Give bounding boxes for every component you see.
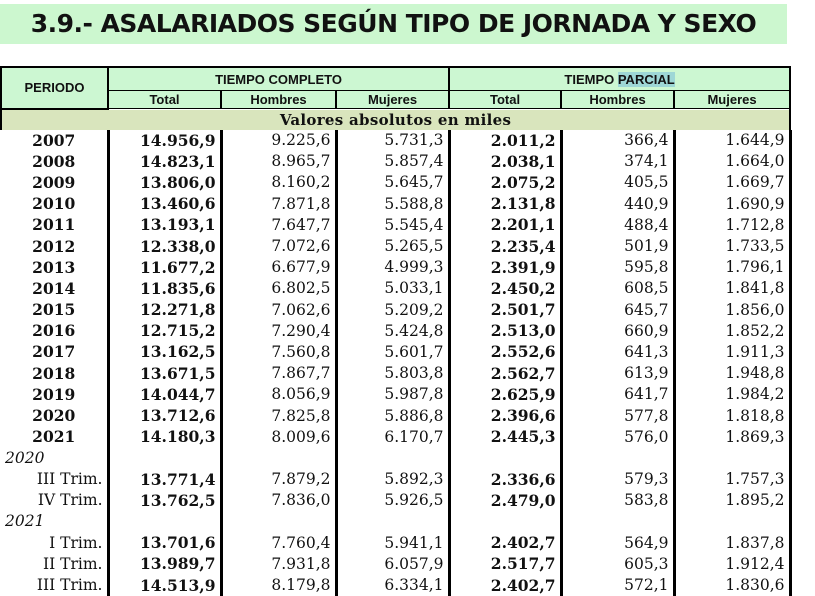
header-periodo: PERIODO xyxy=(1,67,108,109)
value-cell: 13.806,0 xyxy=(108,172,221,193)
table-row xyxy=(1,214,790,235)
value-cell xyxy=(336,447,449,468)
period-cell: IV Trim. xyxy=(1,490,108,511)
table-row xyxy=(1,553,790,574)
value-cell: 2.235,4 xyxy=(449,235,561,256)
value-cell: 405,5 xyxy=(561,172,674,193)
value-cell: 440,9 xyxy=(561,193,674,214)
value-cell: 1.830,6 xyxy=(674,574,790,595)
value-cell: 5.265,5 xyxy=(336,235,449,256)
header-col-mujeres: Mujeres xyxy=(336,91,449,109)
value-cell: 374,1 xyxy=(561,151,674,172)
value-cell: 1.895,2 xyxy=(674,490,790,511)
table-row xyxy=(1,447,790,468)
value-cell: 605,3 xyxy=(561,553,674,574)
value-cell xyxy=(449,511,561,532)
header-col-hombres: Hombres xyxy=(221,91,336,109)
value-cell: 13.671,5 xyxy=(108,363,221,384)
value-cell: 2.402,7 xyxy=(449,532,561,553)
value-cell: 6.334,1 xyxy=(336,574,449,595)
value-cell: 2.038,1 xyxy=(449,151,561,172)
value-cell: 2.562,7 xyxy=(449,363,561,384)
value-cell: 1.841,8 xyxy=(674,278,790,299)
header-tiempo-completo: TIEMPO COMPLETO xyxy=(108,67,449,91)
value-cell: 2.445,3 xyxy=(449,426,561,447)
table-row xyxy=(1,320,790,341)
value-cell: 2.131,8 xyxy=(449,193,561,214)
value-cell: 4.999,3 xyxy=(336,257,449,278)
value-cell: 2.552,6 xyxy=(449,341,561,362)
value-cell: 1.733,5 xyxy=(674,235,790,256)
value-cell: 8.179,8 xyxy=(221,574,336,595)
value-cell: 14.956,9 xyxy=(108,130,221,151)
period-cell: 2017 xyxy=(1,341,108,362)
value-cell: 501,9 xyxy=(561,235,674,256)
value-cell: 595,8 xyxy=(561,257,674,278)
value-cell: 13.771,4 xyxy=(108,469,221,490)
table-row xyxy=(1,384,790,405)
value-cell: 1.664,0 xyxy=(674,151,790,172)
value-cell: 13.701,6 xyxy=(108,532,221,553)
value-cell: 13.162,5 xyxy=(108,341,221,362)
period-cell: 2009 xyxy=(1,172,108,193)
value-cell: 2.075,2 xyxy=(449,172,561,193)
table-row xyxy=(1,469,790,490)
value-cell: 1.796,1 xyxy=(674,257,790,278)
value-cell: 572,1 xyxy=(561,574,674,595)
value-cell xyxy=(108,511,221,532)
value-cell: 2.201,1 xyxy=(449,214,561,235)
period-cell: III Trim. xyxy=(1,574,108,595)
header-col-hombres: Hombres xyxy=(561,91,674,109)
value-cell: 5.803,8 xyxy=(336,363,449,384)
value-cell: 13.193,1 xyxy=(108,214,221,235)
value-cell: 8.056,9 xyxy=(221,384,336,405)
value-cell: 7.647,7 xyxy=(221,214,336,235)
value-cell: 2.391,9 xyxy=(449,257,561,278)
value-cell: 8.965,7 xyxy=(221,151,336,172)
value-cell: 583,8 xyxy=(561,490,674,511)
data-table xyxy=(0,66,792,596)
value-cell: 5.545,4 xyxy=(336,214,449,235)
value-cell xyxy=(221,511,336,532)
value-cell: 5.601,7 xyxy=(336,341,449,362)
value-cell: 6.057,9 xyxy=(336,553,449,574)
value-cell: 9.225,6 xyxy=(221,130,336,151)
table-row xyxy=(1,363,790,384)
period-cell: 2007 xyxy=(1,130,108,151)
value-cell: 366,4 xyxy=(561,130,674,151)
value-cell: 7.072,6 xyxy=(221,235,336,256)
header-col-mujeres: Mujeres xyxy=(674,91,790,109)
table-row xyxy=(1,341,790,362)
value-cell xyxy=(449,447,561,468)
value-cell: 2.517,7 xyxy=(449,553,561,574)
value-cell xyxy=(561,511,674,532)
value-cell: 14.180,3 xyxy=(108,426,221,447)
value-cell: 641,3 xyxy=(561,341,674,362)
value-cell: 7.871,8 xyxy=(221,193,336,214)
value-cell: 7.825,8 xyxy=(221,405,336,426)
value-cell: 13.460,6 xyxy=(108,193,221,214)
value-cell: 2.450,2 xyxy=(449,278,561,299)
value-cell: 1.912,4 xyxy=(674,553,790,574)
period-cell: 2013 xyxy=(1,257,108,278)
value-cell: 608,5 xyxy=(561,278,674,299)
page-title: 3.9.- ASALARIADOS SEGÚN TIPO DE JORNADA Y SEXO xyxy=(0,4,787,44)
value-cell xyxy=(674,511,790,532)
value-cell: 7.867,7 xyxy=(221,363,336,384)
value-cell: 488,4 xyxy=(561,214,674,235)
value-cell: 660,9 xyxy=(561,320,674,341)
table-row xyxy=(1,235,790,256)
table-row xyxy=(1,172,790,193)
value-cell: 1.644,9 xyxy=(674,130,790,151)
value-cell: 7.879,2 xyxy=(221,469,336,490)
value-cell: 12.715,2 xyxy=(108,320,221,341)
value-cell: 5.645,7 xyxy=(336,172,449,193)
period-cell: III Trim. xyxy=(1,469,108,490)
table-row xyxy=(1,257,790,278)
value-cell: 14.823,1 xyxy=(108,151,221,172)
period-cell: 2018 xyxy=(1,363,108,384)
period-cell: 2010 xyxy=(1,193,108,214)
value-cell: 2.011,2 xyxy=(449,130,561,151)
value-cell: 13.712,6 xyxy=(108,405,221,426)
value-cell xyxy=(221,447,336,468)
value-cell: 2.402,7 xyxy=(449,574,561,595)
table-row xyxy=(1,193,790,214)
period-cell: 2021 xyxy=(1,511,108,532)
period-cell: 2016 xyxy=(1,320,108,341)
value-cell: 5.209,2 xyxy=(336,299,449,320)
value-cell: 645,7 xyxy=(561,299,674,320)
value-cell: 5.731,3 xyxy=(336,130,449,151)
period-cell: 2012 xyxy=(1,235,108,256)
value-cell: 1.669,7 xyxy=(674,172,790,193)
value-cell: 8.009,6 xyxy=(221,426,336,447)
period-cell: I Trim. xyxy=(1,532,108,553)
value-cell: 2.336,6 xyxy=(449,469,561,490)
value-cell: 12.338,0 xyxy=(108,235,221,256)
period-cell: 2020 xyxy=(1,447,108,468)
value-cell: 13.989,7 xyxy=(108,553,221,574)
value-cell: 7.560,8 xyxy=(221,341,336,362)
value-cell: 1.852,2 xyxy=(674,320,790,341)
value-cell: 7.931,8 xyxy=(221,553,336,574)
table-row xyxy=(1,532,790,553)
value-cell: 6.677,9 xyxy=(221,257,336,278)
value-cell: 5.886,8 xyxy=(336,405,449,426)
value-cell: 2.396,6 xyxy=(449,405,561,426)
value-cell: 14.044,7 xyxy=(108,384,221,405)
header-tiempo-parcial-highlight: PARCIAL xyxy=(617,71,675,87)
value-cell: 1.690,9 xyxy=(674,193,790,214)
value-cell xyxy=(674,447,790,468)
period-cell: 2008 xyxy=(1,151,108,172)
header-tiempo-parcial-a: TIEMPO xyxy=(564,71,618,87)
table-row xyxy=(1,426,790,447)
header-col-total: Total xyxy=(108,91,221,109)
table-row xyxy=(1,151,790,172)
value-cell: 1.712,8 xyxy=(674,214,790,235)
period-cell: 2019 xyxy=(1,384,108,405)
value-cell: 613,9 xyxy=(561,363,674,384)
value-cell: 5.033,1 xyxy=(336,278,449,299)
value-cell: 12.271,8 xyxy=(108,299,221,320)
table-row xyxy=(1,299,790,320)
value-cell: 7.760,4 xyxy=(221,532,336,553)
value-cell: 2.625,9 xyxy=(449,384,561,405)
value-cell: 641,7 xyxy=(561,384,674,405)
table-row xyxy=(1,130,790,151)
value-cell: 1.757,3 xyxy=(674,469,790,490)
value-cell: 14.513,9 xyxy=(108,574,221,595)
value-cell xyxy=(561,447,674,468)
period-cell: II Trim. xyxy=(1,553,108,574)
value-cell: 5.926,5 xyxy=(336,490,449,511)
period-cell: 2011 xyxy=(1,214,108,235)
value-cell: 1.869,3 xyxy=(674,426,790,447)
value-cell: 1.837,8 xyxy=(674,532,790,553)
value-cell: 564,9 xyxy=(561,532,674,553)
value-cell: 576,0 xyxy=(561,426,674,447)
value-cell: 5.424,8 xyxy=(336,320,449,341)
value-cell: 1.948,8 xyxy=(674,363,790,384)
value-cell: 2.513,0 xyxy=(449,320,561,341)
period-cell: 2015 xyxy=(1,299,108,320)
table-row xyxy=(1,405,790,426)
value-cell xyxy=(108,447,221,468)
value-cell: 7.062,6 xyxy=(221,299,336,320)
header-tiempo-parcial xyxy=(449,67,790,91)
table-row xyxy=(1,511,790,532)
value-cell: 6.170,7 xyxy=(336,426,449,447)
table-row xyxy=(1,574,790,595)
value-cell: 1.984,2 xyxy=(674,384,790,405)
value-cell: 5.941,1 xyxy=(336,532,449,553)
table-row xyxy=(1,490,790,511)
value-cell: 7.836,0 xyxy=(221,490,336,511)
value-cell: 13.762,5 xyxy=(108,490,221,511)
value-cell xyxy=(336,511,449,532)
value-cell: 6.802,5 xyxy=(221,278,336,299)
value-cell: 2.501,7 xyxy=(449,299,561,320)
value-cell: 1.818,8 xyxy=(674,405,790,426)
value-cell: 11.677,2 xyxy=(108,257,221,278)
value-cell: 5.987,8 xyxy=(336,384,449,405)
value-cell: 577,8 xyxy=(561,405,674,426)
table-row xyxy=(1,278,790,299)
value-cell: 2.479,0 xyxy=(449,490,561,511)
period-cell: 2020 xyxy=(1,405,108,426)
period-cell: 2021 xyxy=(1,426,108,447)
value-cell: 5.857,4 xyxy=(336,151,449,172)
value-cell: 7.290,4 xyxy=(221,320,336,341)
period-cell: 2014 xyxy=(1,278,108,299)
value-cell: 8.160,2 xyxy=(221,172,336,193)
value-cell: 579,3 xyxy=(561,469,674,490)
header-col-total: Total xyxy=(449,91,561,109)
value-cell: 1.911,3 xyxy=(674,341,790,362)
section-row xyxy=(1,109,790,130)
section-label: Valores absolutos en miles xyxy=(1,109,790,130)
value-cell: 5.892,3 xyxy=(336,469,449,490)
value-cell: 5.588,8 xyxy=(336,193,449,214)
value-cell: 1.856,0 xyxy=(674,299,790,320)
value-cell: 11.835,6 xyxy=(108,278,221,299)
